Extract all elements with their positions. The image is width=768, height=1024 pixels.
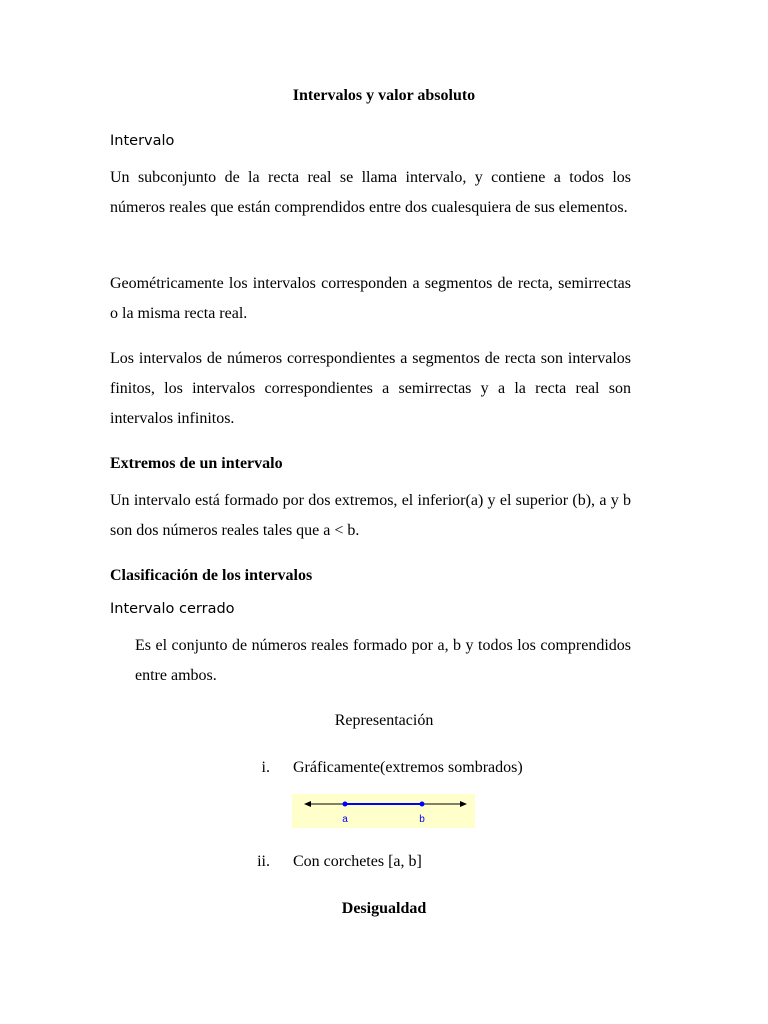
heading-clasificacion: Clasificación de los intervalos (110, 567, 313, 584)
list-item-number-2: ii. (257, 853, 270, 870)
representacion-label: Representación (334, 712, 434, 729)
heading-extremos: Extremos de un intervalo (110, 455, 283, 472)
label-b: b (419, 814, 425, 825)
subheading-intervalo-cerrado: Intervalo cerrado (110, 601, 235, 617)
paragraph-cerrado-definition: Es el conjunto de números reales formado por a, b y todos los comprendidos entre ambos. (135, 637, 631, 684)
list-item-number-1: i. (261, 759, 270, 776)
endpoint-b (420, 802, 425, 807)
number-line-figure (292, 794, 475, 828)
paragraph-geometric: Geométricamente los intervalos corresponden a segmentos de recta, semirrectas o la misma recta real. (110, 275, 631, 322)
endpoint-a (343, 802, 348, 807)
section-label-intervalo: Intervalo (110, 133, 175, 149)
paragraph-finite-infinite: Los intervalos de números correspondientes a segmentos de recta son intervalos finitos, los intervalos correspondientes a semirrectas y a la recta real son intervalos infinitos. (110, 350, 631, 427)
paragraph-definition: Un subconjunto de la recta real se llama intervalo, y contiene a todos los números reales que están comprendidos entre dos cualesquiera de sus elementos. (110, 169, 631, 216)
number-line-svg (292, 794, 475, 828)
desigualdad-heading: Desigualdad (341, 900, 427, 917)
paragraph-extremos: Un intervalo está formado por dos extremos, el inferior(a) y el superior (b), a y b son dos números reales tales que a < b. (110, 492, 631, 539)
page-title: Intervalos y valor absoluto (292, 87, 476, 104)
label-a: a (342, 814, 348, 825)
arrow-right-icon (460, 801, 467, 807)
arrow-left-icon (304, 801, 311, 807)
list-item-brackets: Con corchetes [a, b] (293, 853, 422, 870)
list-item-graphic: Gráficamente(extremos sombrados) (293, 759, 523, 776)
